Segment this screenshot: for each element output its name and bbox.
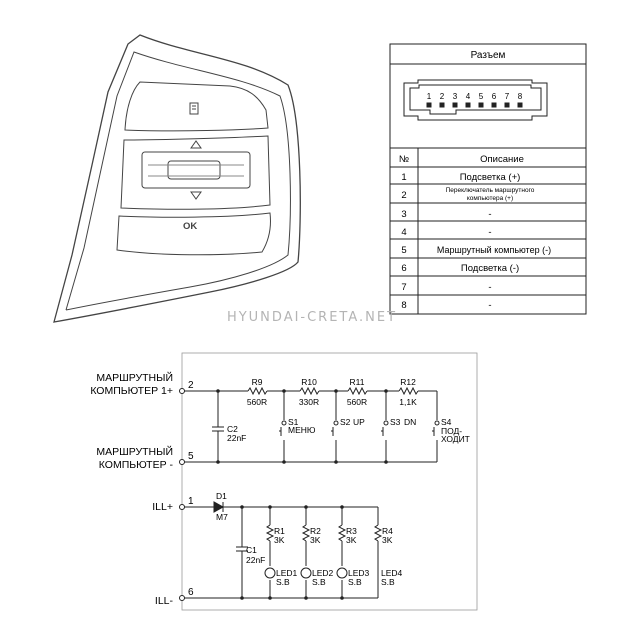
terminal-label: КОМПЬЮТЕР - — [98, 459, 173, 471]
pin-label: 6 — [491, 92, 497, 101]
watermark: HYUNDAI-CRETA.NET — [226, 310, 398, 325]
terminal-6 — [180, 596, 185, 601]
capacitor-name: C1 — [246, 545, 257, 555]
table-cell-no: 5 — [401, 245, 407, 256]
resistor-name: R4 — [382, 526, 393, 536]
table-cell-desc-line2: компьютера (+) — [466, 195, 514, 202]
led-name: LED1 — [276, 568, 298, 578]
resistor-name: R3 — [346, 526, 357, 536]
resistor-value: 3K — [346, 535, 357, 545]
capacitor-name: C2 — [227, 424, 238, 434]
pin-label: 8 — [517, 92, 523, 101]
pin-label: 3 — [452, 92, 458, 101]
pin-label: 1 — [426, 92, 432, 101]
table-cell-no: 4 — [401, 227, 407, 238]
terminal-label: МАРШРУТНЫЙ — [96, 446, 173, 458]
pin-label: 5 — [478, 92, 484, 101]
terminal-label: КОМПЬЮТЕР 1+ — [90, 385, 173, 397]
diode-value: M7 — [216, 512, 228, 522]
switch-contact — [282, 421, 286, 425]
table-cell-no: 8 — [401, 300, 407, 311]
resistor-name: R1 — [274, 526, 285, 536]
schematic — [90, 353, 477, 610]
table-cell-desc: - — [488, 227, 492, 238]
switch-name: S1 — [288, 417, 299, 427]
led-name: LED4 — [381, 568, 403, 578]
switch-name: S3 — [390, 417, 401, 427]
table-cell-desc: - — [488, 209, 492, 220]
terminal-label: ILL+ — [152, 501, 173, 513]
resistor-value: 560R — [246, 397, 268, 407]
resistor-name: R2 — [310, 526, 321, 536]
resistor-value: 560R — [346, 397, 368, 407]
resistor-value: 330R — [298, 397, 320, 407]
led-name: LED3 — [348, 568, 370, 578]
table-cell-desc-line1: Переключатель маршрутного — [445, 187, 535, 194]
resistor-value: 3K — [274, 535, 285, 545]
switch-label: ХОДИТ — [441, 434, 470, 444]
connector-table — [390, 44, 586, 314]
switch-contact — [435, 421, 439, 425]
switch-contact — [334, 421, 338, 425]
pin-number: 2 — [188, 380, 194, 391]
terminal-label: ILL- — [154, 595, 173, 607]
pin-number: 5 — [188, 451, 194, 462]
table-cell-desc: Подсветка (-) — [460, 263, 520, 274]
pin-number: 1 — [188, 496, 194, 507]
switch-contact — [384, 421, 388, 425]
led-name: LED2 — [312, 568, 334, 578]
led-value: S.B — [381, 577, 395, 587]
switch-label: МЕНЮ — [288, 425, 316, 435]
diode-name: D1 — [216, 491, 227, 501]
table-header-desc: Описание — [480, 154, 524, 165]
table-cell-desc: Маршрутный компьютер (-) — [436, 245, 552, 255]
table-cell-no: 3 — [401, 209, 407, 220]
table-header-no: № — [398, 154, 410, 165]
switch-label: UP — [353, 417, 365, 427]
resistor-value: 3K — [310, 535, 321, 545]
led-value: S.B — [276, 577, 290, 587]
terminal-2 — [180, 389, 185, 394]
switch-label: DN — [404, 417, 417, 427]
resistor-value: 3K — [382, 535, 393, 545]
led-value: S.B — [312, 577, 326, 587]
resistor-name: R10 — [301, 377, 317, 387]
capacitor-value: 22nF — [227, 433, 247, 443]
table-cell-no: 1 — [401, 172, 407, 183]
steering-switch-illustration — [54, 35, 300, 322]
ok-label: OK — [183, 221, 198, 232]
table-cell-desc: Подсветка (+) — [459, 172, 521, 183]
table-cell-no: 2 — [401, 190, 407, 201]
capacitor-value: 22nF — [246, 555, 266, 565]
terminal-5 — [180, 460, 185, 465]
table-cell-no: 7 — [401, 282, 407, 293]
table-cell-no: 6 — [401, 263, 407, 274]
switch-name: S2 — [340, 417, 351, 427]
resistor-name: R9 — [251, 377, 263, 387]
switch-label: ПОД- — [441, 426, 463, 436]
connector-title: Разъем — [470, 50, 506, 61]
table-cell-desc: - — [488, 282, 492, 293]
pin-label: 7 — [504, 92, 510, 101]
pin-label: 4 — [465, 92, 471, 101]
terminal-label: МАРШРУТНЫЙ — [96, 372, 173, 384]
terminal-1 — [180, 505, 185, 510]
switch-name: S4 — [441, 417, 452, 427]
pin-label: 2 — [439, 92, 445, 101]
table-cell-desc: - — [488, 300, 492, 311]
pin-number: 6 — [188, 587, 194, 598]
resistor-value: 1,1K — [399, 397, 417, 407]
led-value: S.B — [348, 577, 362, 587]
resistor-name: R12 — [400, 377, 416, 387]
resistor-name: R11 — [349, 377, 365, 387]
